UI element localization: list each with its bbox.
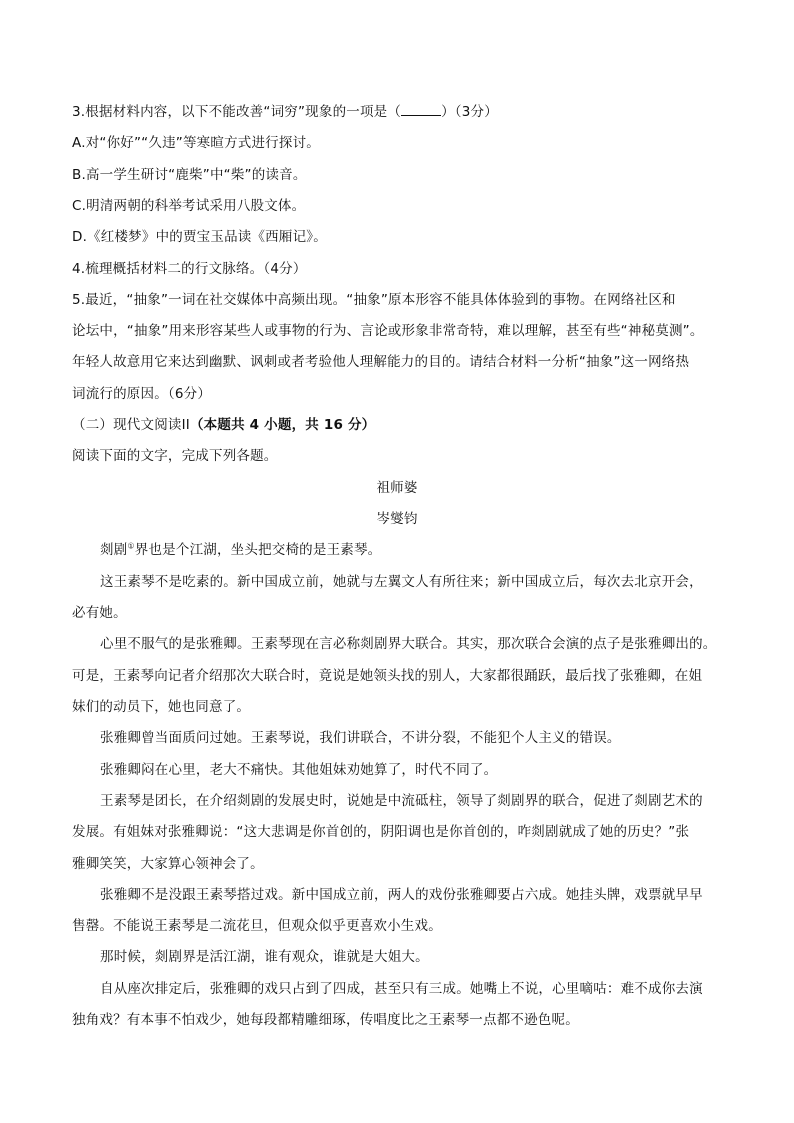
- question-4-stem: 4.梳理概括材料二的行文脉络。（4分）: [72, 261, 307, 277]
- story-p1-text-after: 界也是个江湖，坐头把交椅的是王素琴。: [134, 542, 382, 558]
- question-3-option-a: A.对“你好”“久违”等寒暄方式进行探讨。: [72, 135, 320, 151]
- story-paragraph-3-line-2: 可是，王素琴向记者介绍那次大联合时，竟说是她领头找的别人，大家都很踊跃，最后找了张雅卿，在姐: [72, 668, 703, 684]
- section-2-roman: II: [181, 417, 190, 433]
- story-paragraph-6-line-1: 王素琴是团长，在介绍剡剧的发展史时，说她是中流砥柱，领导了剡剧界的联合，促进了剡剧艺术的: [100, 793, 703, 809]
- question-5-line-3: 年轻人故意用它来达到幽默、讽刺或者考验他人理解能力的目的。请结合材料一分析“抽象”这一网络热: [72, 354, 690, 370]
- story-p1-text-before: 剡剧: [100, 542, 128, 558]
- story-paragraph-6-line-3: 雅卿笑笑，大家算心领神会了。: [72, 856, 264, 872]
- story-paragraph-8: 那时候，剡剧界是活江湖，谁有观众，谁就是大姐大。: [100, 949, 429, 965]
- question-5-line-2: 论坛中，“抽象”用来形容某些人或事物的行为、言论或形象非常奇特，难以理解，甚至有些“神秘莫测”。: [72, 323, 704, 339]
- story-paragraph-4: 张雅卿曾当面质问过她。王素琴说，我们讲联合，不讲分裂，不能犯个人主义的错误。: [100, 730, 621, 746]
- question-3-stem-text: 3.根据材料内容，以下不能改善“词穷”现象的一项是（: [72, 104, 402, 120]
- question-5-line-4: 词流行的原因。（6分）: [72, 386, 212, 402]
- story-paragraph-2-line-2: 必有她。: [72, 605, 127, 621]
- question-5-line-1: 5.最近，“抽象”一词在社交媒体中高频出现。“抽象”原本形容不能具体体验到的事物。在网络社区和: [72, 292, 676, 308]
- story-paragraph-9-line-2: 独角戏？有本事不怕戏少，她每段都精雕细琢，传唱度比之王素琴一点都不逊色呢。: [72, 1012, 579, 1028]
- story-author: 岑燮钧: [376, 511, 418, 527]
- story-paragraph-7-line-1: 张雅卿不是没跟王素琴搭过戏。新中国成立前，两人的戏份张雅卿要占六成。她挂头牌，戏票就早早: [100, 887, 703, 903]
- story-paragraph-6-line-2: 发展。有姐妹对张雅卿说：“这大悲调是你首创的，阴阳调也是你首创的，咋剡剧就成了她的历史？”张: [72, 824, 690, 840]
- story-paragraph-2-line-1: 这王素琴不是吃素的。新中国成立前，她就与左翼文人有所往来；新中国成立后，每次去北京开会，: [100, 574, 703, 590]
- story-paragraph-9-line-1: 自从座次排定后，张雅卿的戏只占到了四成，甚至只有三成。她嘴上不说，心里嘀咕：难不成你去演: [100, 981, 703, 997]
- story-paragraph-1: [100, 541, 732, 559]
- section-2-scoring: （本题共 4 小题，共 16 分）: [189, 417, 376, 433]
- question-3-option-d: D.《红楼梦》中的贾宝玉品读《西厢记》。: [72, 229, 327, 245]
- question-3-score: ）（3分）: [441, 104, 498, 120]
- section-2-prefix: （二）现代文阅读: [72, 417, 182, 433]
- story-paragraph-3-line-1: 心里不服气的是张雅卿。王素琴现在言必称剡剧界大联合。其实，那次联合会演的点子是张雅卿出的。: [100, 636, 717, 652]
- story-paragraph-3-line-3: 妹们的动员下，她也同意了。: [72, 699, 251, 715]
- section-2-heading: [72, 416, 732, 434]
- question-3-option-c: C.明清两朝的科举考试采用八股文体。: [72, 198, 306, 214]
- question-3-option-b: B.高一学生研讨“鹿柴”中“柴”的读音。: [72, 167, 307, 183]
- reading-instruction: 阅读下面的文字，完成下列各题。: [72, 448, 278, 464]
- story-paragraph-7-line-2: 售罄。不能说王素琴是二流花旦，但观众似乎更喜欢小生戏。: [72, 918, 442, 934]
- answer-blank[interactable]: [401, 103, 441, 116]
- story-paragraph-5: 张雅卿闷在心里，老大不痛快。其他姐妹劝她算了，时代不同了。: [100, 762, 498, 778]
- footnote-marker[interactable]: ①: [127, 541, 135, 551]
- question-3-stem: [72, 103, 732, 121]
- story-title: 祖师婆: [376, 480, 418, 496]
